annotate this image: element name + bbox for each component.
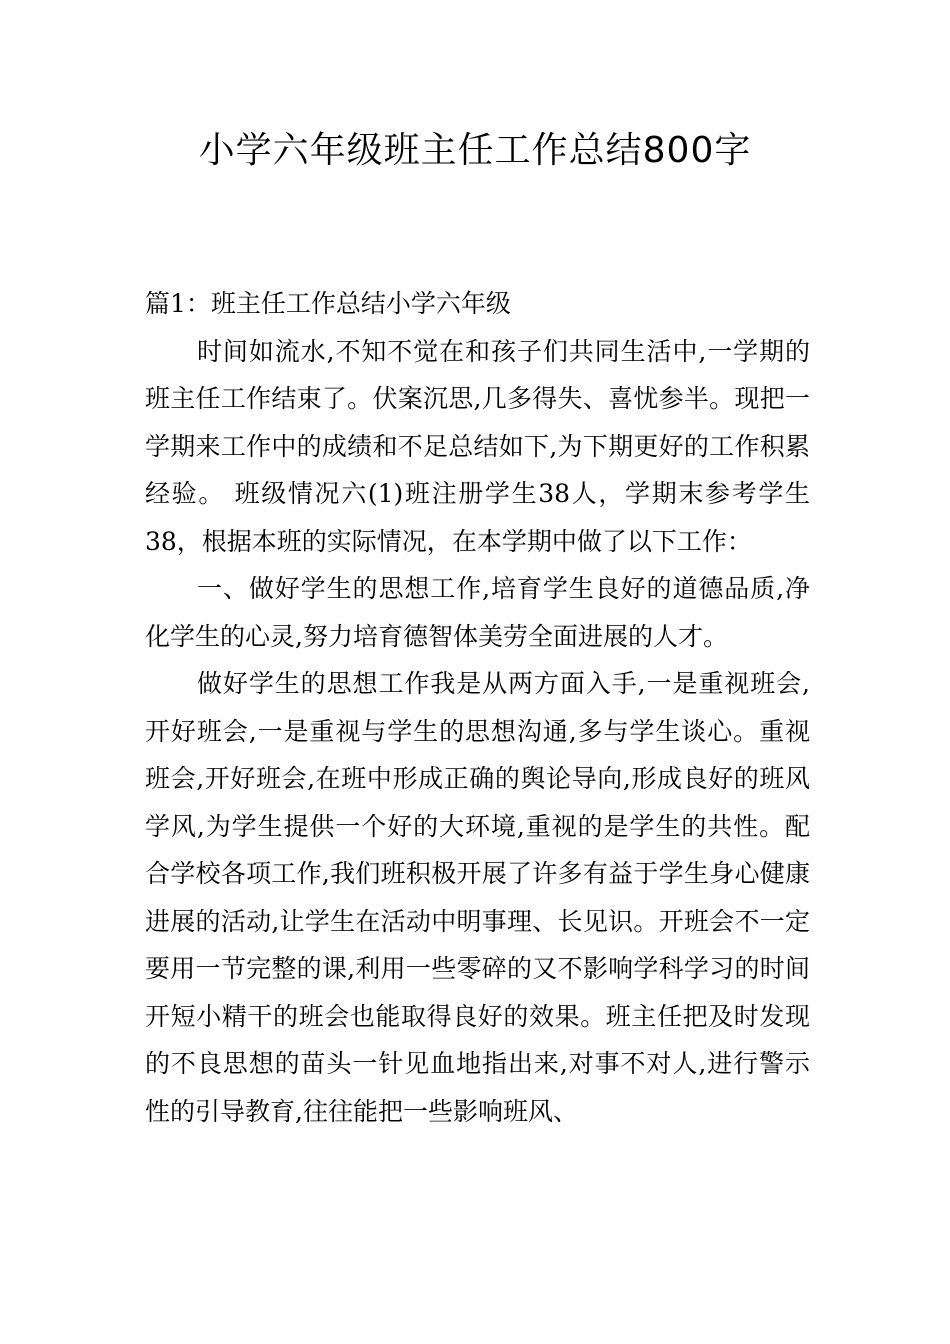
- paragraph-point-one: 一、做好学生的思想工作,培育学生良好的道德品质,净化学生的心灵,努力培育德智体美劳全面进展的人才。: [145, 574, 810, 651]
- paragraph-thought-work: 做好学生的思想工作我是从两方面入手,一是重视班会,开好班会,一是重视与学生的思想沟通,多与学生谈心。重视班会,开好班会,在班中形成正确的舆论导向,形成良好的班风学风,为学生提供一个好的大环境,重视的是学生的共性。配合学校各项工作,我们班积极开展了许多有益于学生身心健康进展的活动,让学生在活动中明事理、长见识。开班会不一定要用一节完整的课,利用一些零碎的又不影响学科学习的时间开短小精干的班会也能取得良好的效果。班主任把及时发现的不良思想的苗头一针见血地指出来,对事不对人,进行警示性的引导教育,往往能把一些影响班风、: [145, 669, 810, 1126]
- paragraph-intro: 时间如流水,不知不觉在和孩子们共同生活中,一学期的班主任工作结束了。伏案沉思,几多得失、喜忧参半。现把一学期来工作中的成绩和不足总结如下,为下期更好的工作积累经验。 班级情况六(1)班注册学生38人，学期末参考学生38，根据本班的实际情况，在本学期中做了以下工作：: [145, 336, 810, 556]
- document-body: [145, 280, 810, 1135]
- section-heading: 篇1：班主任工作总结小学六年级: [145, 289, 511, 318]
- document-title: 小学六年级班主任工作总结800字: [198, 130, 752, 171]
